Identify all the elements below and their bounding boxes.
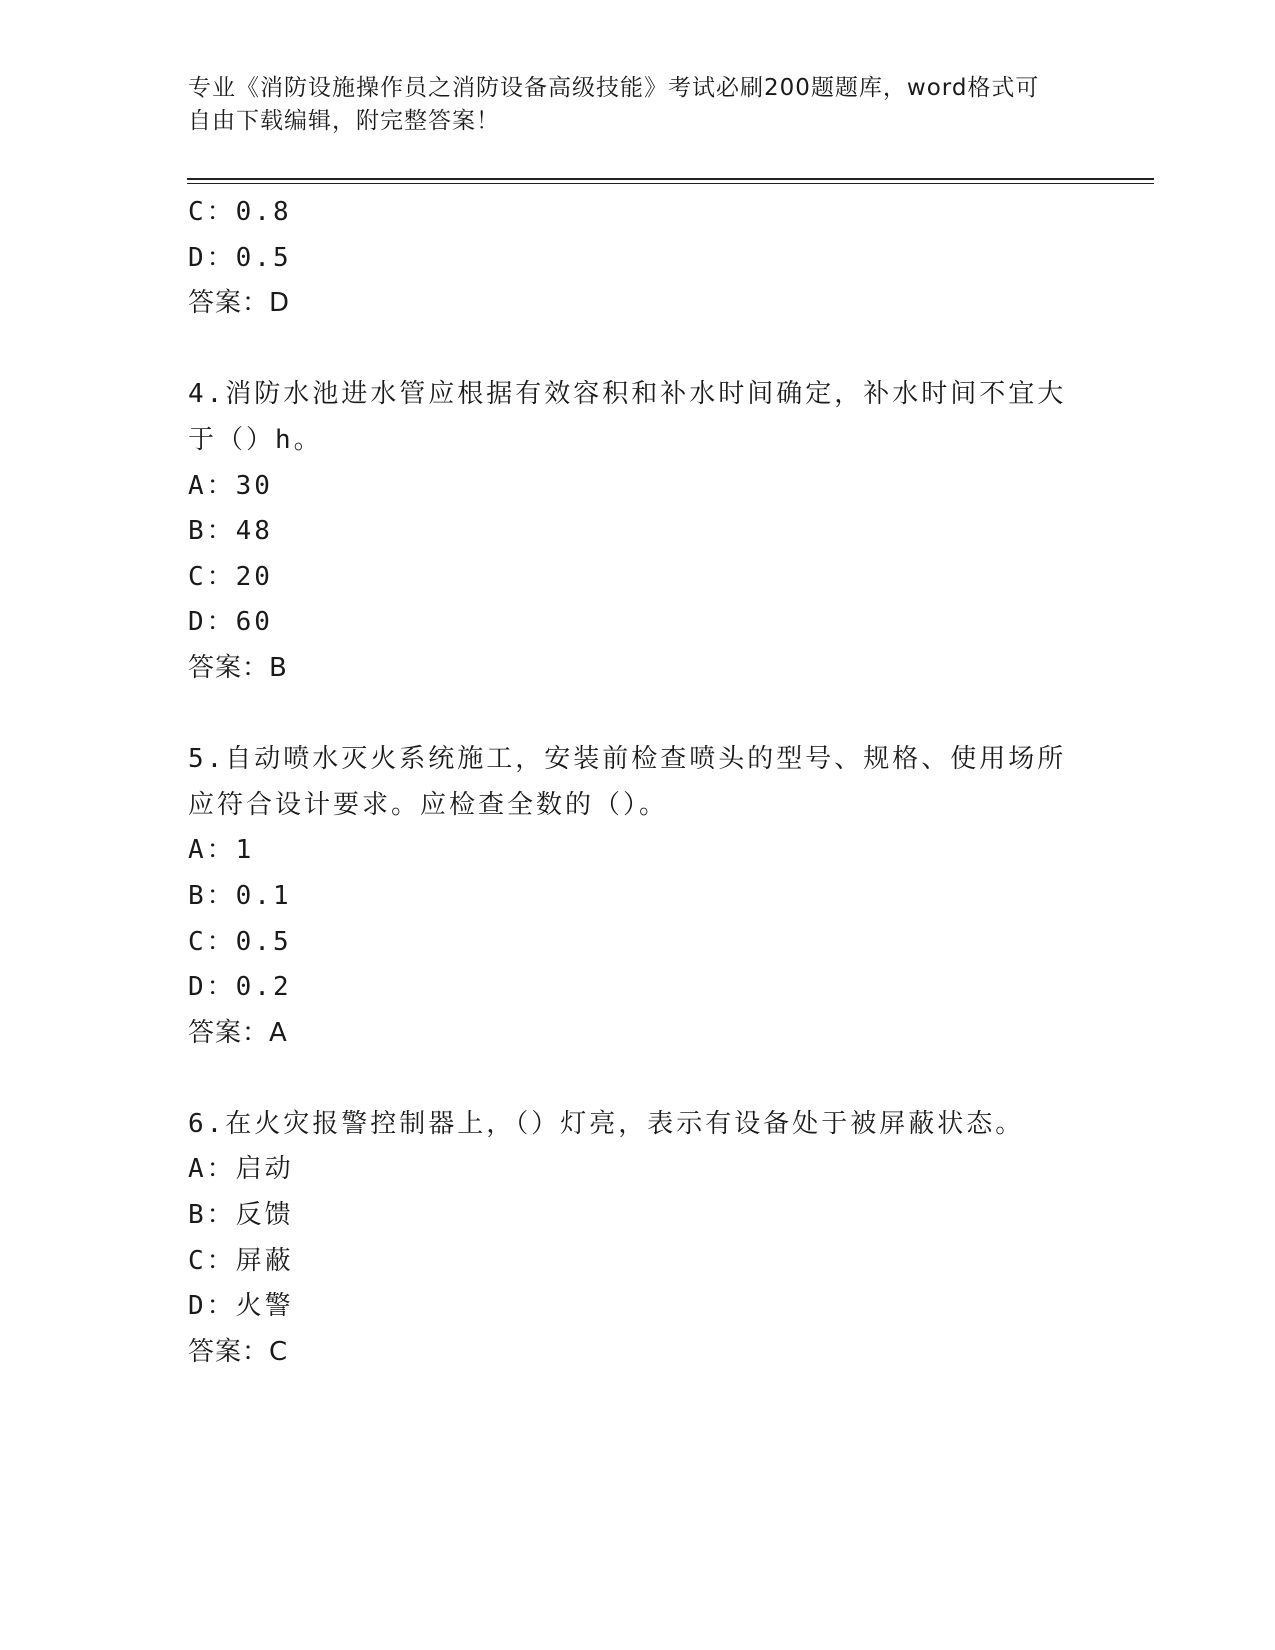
- header-rule-thin: [187, 183, 1154, 184]
- option-b: B：48: [188, 516, 273, 547]
- option-b: B：0.1: [188, 880, 292, 911]
- spacer: [188, 1056, 1068, 1102]
- option-a: A：30: [188, 470, 273, 501]
- header-line-1: 专业《消防设施操作员之消防设备高级技能》考试必刷200题题库，word格式可: [188, 75, 1040, 101]
- option-c: C：0.5: [188, 926, 292, 957]
- spacer: [188, 692, 1068, 738]
- option-a: A：1: [188, 835, 255, 866]
- question-stem-line: 应符合设计要求。应检查全数的（）。: [188, 789, 669, 820]
- question-3-tail: [188, 190, 1068, 327]
- option-d: D：火警: [188, 1291, 294, 1322]
- question-stem-line: 于（）h。: [188, 424, 323, 455]
- page-header: [188, 72, 1068, 138]
- question-5: [188, 737, 1068, 1056]
- option-c: C：0.8: [188, 197, 292, 227]
- answer-line: 答案：C: [188, 1336, 289, 1367]
- question-6: [188, 1102, 1068, 1376]
- header-line-2: 自由下载编辑，附完整答案！: [188, 108, 500, 134]
- answer-line: 答案：B: [188, 652, 288, 683]
- question-stem-line: 4.消防水池进水管应根据有效容积和补水时间确定，补水时间不宜大: [188, 379, 1067, 410]
- answer-line: 答案：A: [188, 1017, 288, 1048]
- option-d: D：60: [188, 607, 273, 638]
- document-body: [188, 190, 1068, 1375]
- spacer: [188, 327, 1068, 373]
- option-d: D：0.5: [188, 242, 292, 273]
- answer-line: 答案：D: [188, 288, 291, 319]
- option-d: D：0.2: [188, 972, 292, 1003]
- option-b: B：反馈: [188, 1200, 294, 1231]
- question-stem-line: 5.自动喷水灭火系统施工，安装前检查喷头的型号、规格、使用场所: [188, 744, 1067, 775]
- option-c: C：屏蔽: [188, 1245, 294, 1276]
- question-stem-line: 6.在火灾报警控制器上，（）灯亮，表示有设备处于被屏蔽状态。: [188, 1108, 1025, 1139]
- question-4: [188, 372, 1068, 691]
- option-a: A：启动: [188, 1154, 294, 1185]
- option-c: C：20: [188, 561, 273, 592]
- header-rule-thick: [187, 178, 1154, 180]
